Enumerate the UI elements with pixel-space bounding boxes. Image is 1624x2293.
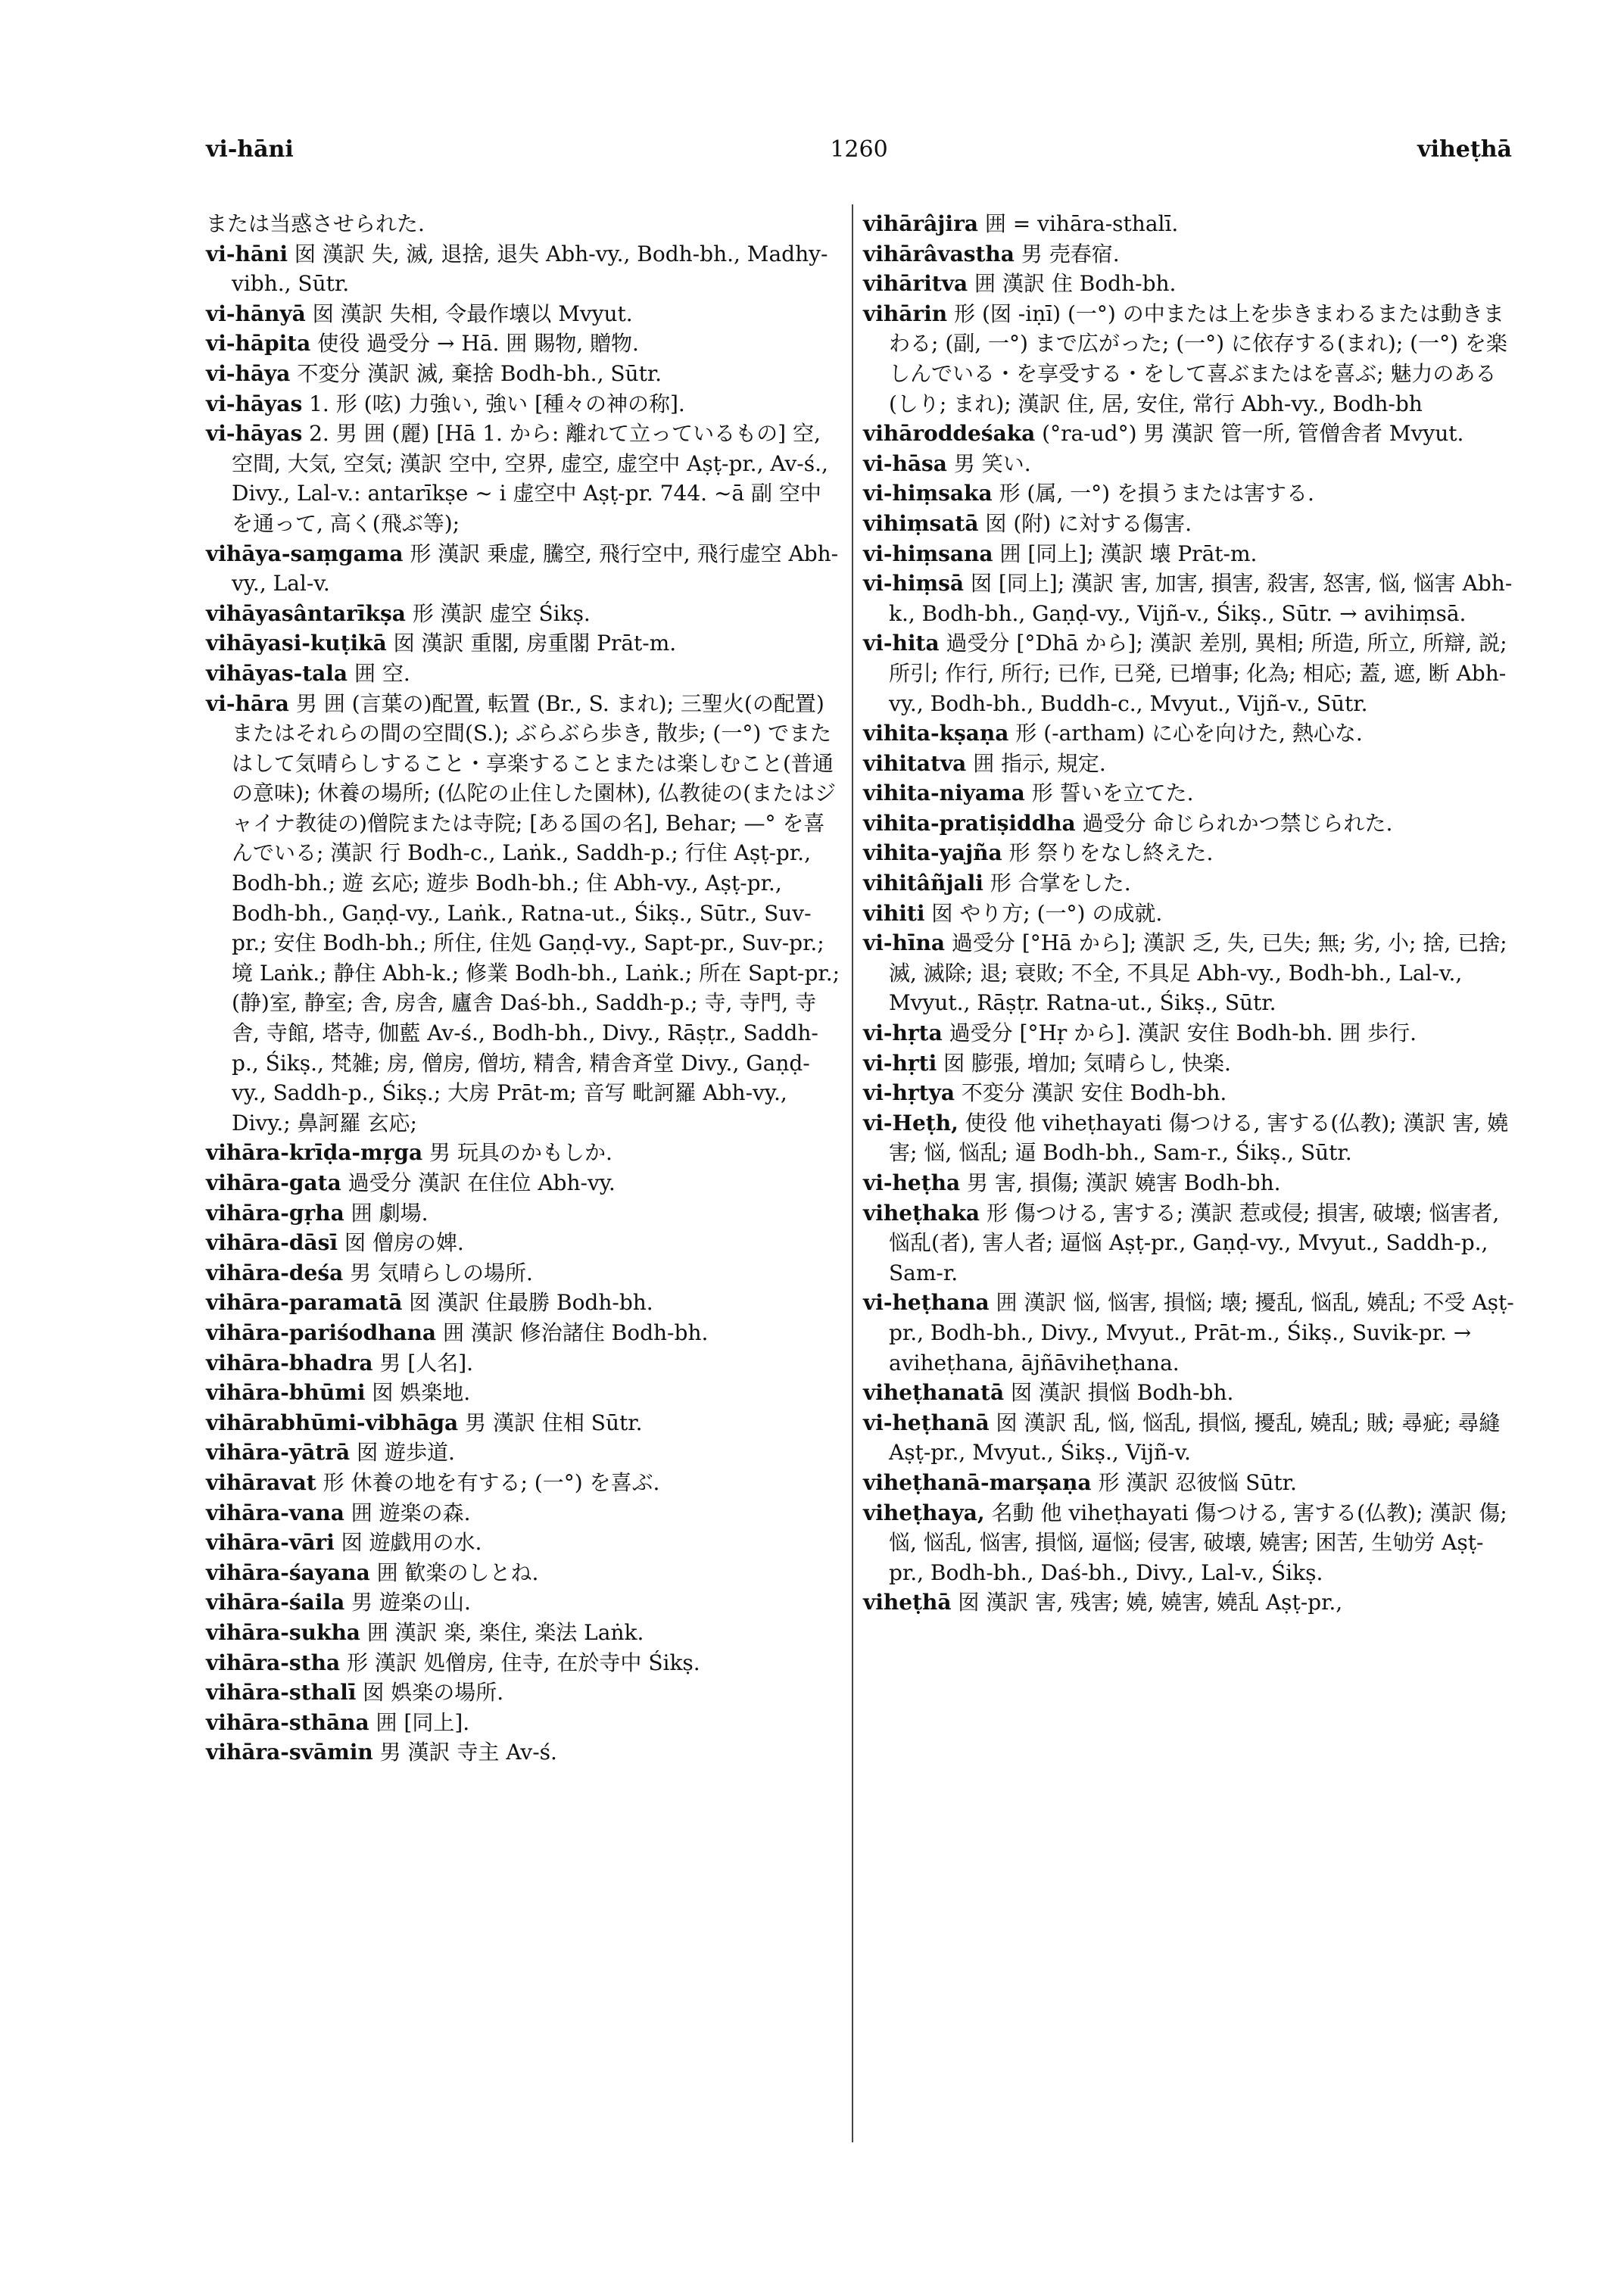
entry-definition: 形 (属, 一°) を損うまたは害する. [992, 481, 1314, 506]
entry-headword: vihāra-gata [206, 1170, 341, 1195]
header-left-guideword: vi-hāni [206, 136, 294, 163]
entry-definition: 使役 過受分 → Hā. 囲 賜物, 贈物. [310, 331, 639, 357]
entry-definition: 囡 遊戯用の水. [334, 1530, 482, 1556]
entry-definition: 男 遊楽の山. [344, 1590, 471, 1615]
dictionary-entry [863, 269, 1514, 299]
entry-definition: 過受分 命じられかつ禁じられた. [1075, 810, 1393, 836]
entry-definition: 囲 [同上]. [369, 1709, 470, 1735]
entry-headword: vihāra-stha [206, 1650, 341, 1675]
entry-definition: 囡 漢訳 乱, 悩, 悩乱, 損悩, 擾乱, 嬈乱; 賊; 尋疵; 尋縫 Aṣṭ-pr., Mvyut., Śikṣ., Vijñ-v. [889, 1410, 1501, 1466]
entry-headword: vihāra-vāri [206, 1530, 335, 1556]
entry-definition: 形 漢訳 虚空 Śikṣ. [405, 600, 591, 626]
entry-definition: 囡 漢訳 害, 残害; 嬈, 嬈害, 嬈乱 Aṣṭ-pr., [951, 1590, 1343, 1615]
dictionary-entry [206, 1438, 842, 1468]
dictionary-entry [206, 1498, 842, 1528]
entry-definition: 形 (囡 -iṇī) (一°) の中または上を歩きまわるまたは動きまわる; (副, 一°) まで広がった; (一°) に依存する(まれ); (一°) を楽しんでいる・を享受する・をして喜ぶまたはを喜ぶ; 魅力のある(しり; まれ); 漢訳 住, 居, 安住, 常行 Abh-vy., Bodh-bh [889, 301, 1507, 416]
entry-headword: vi-hāni [206, 241, 288, 266]
entry-headword: vi-Heṭh, [863, 1110, 959, 1136]
dictionary-entry [863, 718, 1514, 749]
entry-definition: または当惑させられた. [206, 211, 425, 236]
dictionary-entry [863, 509, 1514, 539]
entry-definition: 囲 [同上]; 漢訳 壊 Prāt-m. [993, 541, 1258, 566]
dictionary-entry [863, 419, 1514, 449]
entry-definition: 2. 男 囲 (麗) [Hā 1. から: 離れて立っているもの] 空, 空間, 大気, 空気; 漢訳 空中, 空界, 虚空, 虚空中 Aṣṭ-pr., Av-ś., Divy., Lal-v.: antarīkṣe ~ i 虚空中 Aṣṭ-pr. 744. ~ā 副 空中を通って, 高く(飛ぶ等); [232, 421, 828, 536]
entry-headword: vi-hāyas [206, 391, 303, 416]
entry-headword: vi-hiṃsaka [863, 481, 993, 506]
entry-headword: vi-hāyas [206, 421, 303, 447]
entry-headword: vihāroddeśaka [863, 421, 1036, 447]
page-number: 1260 [830, 136, 888, 163]
entry-headword: vi-hṛtya [863, 1080, 955, 1106]
entry-definition: 囲 劇場. [344, 1200, 429, 1226]
dictionary-entry [863, 239, 1514, 269]
entry-headword: vihāra-yātrā [206, 1440, 351, 1466]
entry-headword: vi-hāpita [206, 331, 311, 357]
entry-headword: vi-heṭhanā [863, 1410, 990, 1435]
entry-headword: vihita-niyama [863, 780, 1025, 806]
entry-definition: 使役 他 viheṭhayati 傷つける, 害する(仏教); 漢訳 害, 嬈害; 悩, 悩乱; 逼 Bodh-bh., Sam-r., Śikṣ., Sūtr. [889, 1110, 1509, 1166]
entry-headword: vihāra-sthalī [206, 1680, 357, 1706]
entry-definition: 形 漢訳 処僧房, 住寺, 在於寺中 Śikṣ. [340, 1650, 700, 1675]
entry-headword: vihāra-svāmin [206, 1740, 373, 1765]
entry-definition: 囡 娯楽地. [365, 1380, 471, 1406]
entry-headword: vihāra-vana [206, 1500, 344, 1525]
dictionary-entry [206, 1348, 842, 1379]
dictionary-entry [863, 478, 1514, 509]
entry-definition: 囡 (附) に対する傷害. [978, 510, 1192, 536]
entry-definition: 囡 漢訳 損悩 Bodh-bh. [1004, 1380, 1234, 1406]
entry-definition: 囲 空. [348, 660, 410, 686]
dictionary-entry [206, 1288, 842, 1318]
dictionary-entry [863, 1498, 1514, 1588]
entry-headword: vihāyasântarīkṣa [206, 600, 406, 626]
entry-headword: vihāra-gṛha [206, 1200, 344, 1226]
entry-definition: 囡 漢訳 住最勝 Bodh-bh. [402, 1290, 653, 1316]
entry-definition: 1. 形 (呟) 力強い, 強い [種々の神の称]. [302, 391, 685, 416]
entry-headword: viheṭhā [863, 1590, 952, 1615]
dictionary-entry [863, 1168, 1514, 1198]
entry-definition: 男 気晴らしの場所. [343, 1260, 533, 1285]
entry-headword: vihita-yajña [863, 840, 1002, 866]
dictionary-entry [206, 628, 842, 659]
entry-headword: vihita-pratiṣiddha [863, 810, 1076, 836]
dictionary-entry [863, 1018, 1514, 1048]
dictionary-entry [206, 1528, 842, 1558]
entry-headword: vihāra-deśa [206, 1260, 344, 1285]
entry-definition: 囡 漢訳 重閣, 房重閣 Prāt-m. [386, 631, 677, 656]
dictionary-entry [863, 1587, 1514, 1618]
dictionary-entry [206, 659, 842, 689]
entry-definition: 不変分 漢訳 安住 Bodh-bh. [954, 1080, 1227, 1106]
entry-headword: vihāra-śaila [206, 1590, 345, 1615]
entry-definition: 囡 膨張, 増加; 気晴らし, 快楽. [937, 1050, 1231, 1076]
entry-headword: vihāritva [863, 271, 968, 297]
entry-headword: viheṭhaka [863, 1200, 980, 1226]
entry-headword: vihiṃsatā [863, 510, 979, 536]
entry-definition: 男 漢訳 寺主 Av-ś. [372, 1740, 557, 1765]
entry-headword: vihāya-saṃgama [206, 541, 404, 566]
dictionary-entry [206, 689, 842, 1139]
entry-definition: 過受分 漢訳 在住位 Abh-vy. [341, 1170, 616, 1195]
dictionary-entry [206, 359, 842, 389]
entry-headword: vihārâjira [863, 211, 978, 236]
dictionary-entry [863, 928, 1514, 1018]
entry-headword: vihita-kṣaṇa [863, 721, 1009, 746]
entry-definition: 男 [人名]. [372, 1350, 474, 1375]
right-column [863, 209, 1514, 1618]
dictionary-entry [206, 1258, 842, 1288]
dictionary-entry [206, 299, 842, 329]
column-divider [852, 204, 853, 2142]
dictionary-entry [863, 628, 1514, 718]
entry-definition: 過受分 [°Dhā から]; 漢訳 差別, 異相; 所造, 所立, 所辯, 説; 所引; 作行, 所行; 已作, 已発, 已増事; 化為; 相応; 蓋, 遮, 断 Abh-vy., Bodh-bh., Buddh-c., Mvyut., Vijñ-v., Sūtr. [889, 631, 1507, 716]
dictionary-entry [206, 1318, 842, 1348]
dictionary-entry [863, 838, 1514, 868]
dictionary-entry [863, 1198, 1514, 1288]
page-header [206, 136, 1512, 167]
entry-definition: 形 漢訳 乗虚, 騰空, 飛行空中, 飛行虚空 Abh-vy., Lal-v. [232, 541, 839, 597]
dictionary-entry [863, 808, 1514, 839]
dictionary-entry [206, 1168, 842, 1198]
entry-headword: vi-hṛta [863, 1020, 943, 1046]
entry-headword: vihitâñjali [863, 871, 983, 896]
dictionary-entry [206, 389, 842, 419]
dictionary-entry [863, 539, 1514, 569]
dictionary-entry [206, 1408, 842, 1438]
entry-definition: 形 傷つける, 害する; 漢訳 惹或侵; 損害, 破壊; 悩害者, 悩乱(者), 害人者; 逼悩 Aṣṭ-pr., Gaṇḍ-vy., Mvyut., Saddh-p., Sam-r. [889, 1200, 1500, 1285]
entry-definition: 囡 遊歩道. [350, 1440, 455, 1466]
dictionary-entry [863, 1408, 1514, 1468]
entry-headword: vihāravat [206, 1469, 316, 1495]
entry-definition: (°ra-ud°) 男 漢訳 管一所, 管僧舎者 Mvyut. [1035, 421, 1464, 447]
entry-headword: vi-heṭhana [863, 1290, 990, 1316]
entry-headword: vi-hṛti [863, 1050, 937, 1076]
dictionary-entry [863, 749, 1514, 779]
dictionary-entry [863, 1048, 1514, 1079]
entry-definition: 形 合掌をした. [983, 871, 1131, 896]
entry-definition: 男 漢訳 住相 Sūtr. [458, 1410, 643, 1435]
dictionary-entry [206, 1228, 842, 1258]
dictionary-entry [863, 449, 1514, 479]
dictionary-entry [206, 1648, 842, 1678]
dictionary-entry [863, 868, 1514, 899]
entry-headword: viheṭhaya, [863, 1500, 985, 1525]
entry-definition: 過受分 [°Hā から]; 漢訳 乏, 失, 已失; 無; 劣, 小; 捨, 已捨; 滅, 滅除; 退; 衰敗; 不全, 不具足 Abh-vy., Bodh-bh., Lal-v., Mvyut., Rāṣṭr. Ratna-ut., Śikṣ., Sūtr. [889, 930, 1507, 1016]
entry-definition: 男 囲 (言葉の)配置, 転置 (Br., S. まれ); 三聖火(の配置) またはそれらの間の空間(S.); ぶらぶら歩き, 散歩; (一°) でまたはして気晴らしすること・享楽することまたは楽しむこと(普通の意味); 休養の場所; (仏陀の止住した園林), 仏教徒の(またはジャイナ教徒の)僧院または寺院; [ある国の名], Behar; —° を喜んでいる; 漢訳 行 Bodh-c., Laṅk., Saddh-p.; 行住 Aṣṭ-pr., Bodh-bh.; 遊 玄応; 遊歩 Bodh-bh.; 住 Abh-vy., Aṣṭ-pr., Bodh-bh., Gaṇḍ-vy., Laṅk., Ratna-ut., Śikṣ., Sūtr., Suv-pr.; 安住 Bodh-bh.; 所住, 住処 Gaṇḍ-vy., Sapt-pr., Suv-pr.; 境 Laṅk.; 静住 Abh-k.; 修業 Bodh-bh., Laṅk.; 所在 Sapt-pr.; (静)室, 静室; 舎, 房舎, 廬舎 Daś-bh., Saddh-p.; 寺, 寺門, 寺舎, 寺館, 塔寺, 伽藍 Av-ś., Bodh-bh., Divy., Rāṣṭr., Saddh-p., Śikṣ., 梵雑; 房, 僧房, 僧坊, 精舎, 精舎斉堂 Divy., Gaṇḍ-vy., Saddh-p., Śikṣ.; 大房 Prāt-m; 音写 毗訶羅 Abh-vy., Divy.; 鼻訶羅 玄応; [232, 690, 840, 1136]
dictionary-entry [863, 209, 1514, 239]
entry-definition: 囡 漢訳 失相, 令最作壊以 Mvyut. [305, 301, 633, 326]
entry-headword: vi-hita [863, 631, 940, 656]
entry-headword: vi-heṭha [863, 1170, 961, 1195]
entry-headword: vi-hāsa [863, 450, 947, 476]
entry-headword: vihāra-paramatā [206, 1290, 403, 1316]
dictionary-entry [206, 1708, 842, 1738]
left-column [206, 209, 842, 1768]
entry-definition: 形 休養の地を有する; (一°) を喜ぶ. [316, 1469, 660, 1495]
entry-headword: vihāra-śayana [206, 1559, 370, 1585]
dictionary-entry [863, 569, 1514, 628]
dictionary-entry [206, 209, 842, 239]
entry-headword: vihitatva [863, 750, 967, 776]
entry-headword: vi-hāra [206, 690, 289, 716]
entry-definition: 過受分 [°Hṛ から]. 漢訳 安住 Bodh-bh. 囲 歩行. [942, 1020, 1417, 1046]
dictionary-entry [206, 1737, 842, 1768]
entry-definition: 囲 漢訳 住 Bodh-bh. [968, 271, 1177, 297]
entry-definition: 形 祭りをなし終えた. [1002, 840, 1214, 866]
dictionary-entry [863, 1078, 1514, 1108]
entry-headword: vihāra-dāsī [206, 1230, 338, 1256]
entry-definition: 囡 漢訳 失, 滅, 退捨, 退失 Abh-vy., Bodh-bh., Madhy-vibh., Sūtr. [232, 241, 828, 297]
entry-definition: 囲 指示, 規定. [966, 750, 1106, 776]
dictionary-entry [206, 1378, 842, 1408]
dictionary-entry [863, 1108, 1514, 1168]
entry-headword: vihāyasi-kuṭikā [206, 631, 387, 656]
dictionary-entry [206, 1138, 842, 1168]
entry-definition: 名動 他 viheṭhayati 傷つける, 害する(仏教); 漢訳 傷; 悩, 悩乱, 悩害, 損悩, 逼悩; 侵害, 破壊, 嬈害; 困苦, 生劬労 Aṣṭ-pr., Bodh-bh., Daś-bh., Divy., Lal-v., Śikṣ. [889, 1500, 1507, 1585]
entry-headword: viheṭhanā-marṣaṇa [863, 1469, 1092, 1495]
dictionary-entry [206, 539, 842, 599]
entry-headword: vi-hiṃsana [863, 541, 993, 566]
entry-headword: vihāra-bhadra [206, 1350, 373, 1375]
entry-definition: 囲 漢訳 悩, 悩害, 損悩; 壊; 擾乱, 悩乱, 嬈乱; 不受 Aṣṭ-pr., Bodh-bh., Divy., Mvyut., Prāt-m., Śikṣ., Suvik-pr. → aviheṭhana, ājñāviheṭhana. [889, 1290, 1514, 1375]
dictionary-entry [863, 1468, 1514, 1498]
entry-definition: 不変分 漢訳 滅, 棄捨 Bodh-bh., Sūtr. [290, 360, 662, 386]
dictionary-entry [206, 329, 842, 359]
entry-definition: 囲 漢訳 修治諸住 Bodh-bh. [436, 1319, 709, 1345]
entry-headword: vi-hāya [206, 360, 291, 386]
header-right-guideword: viheṭhā [1417, 136, 1512, 163]
entry-headword: vihāra-bhūmi [206, 1380, 366, 1406]
dictionary-entry [863, 1378, 1514, 1408]
entry-headword: vihāra-sukha [206, 1619, 360, 1645]
entry-definition: 囡 娯楽の場所. [356, 1680, 504, 1706]
entry-headword: vihārâvastha [863, 241, 1015, 266]
entry-headword: vihārin [863, 301, 948, 326]
dictionary-entry [206, 1618, 842, 1648]
entry-definition: 囲 歓楽のしとね. [369, 1559, 539, 1585]
entry-definition: 囲 遊楽の森. [344, 1500, 471, 1525]
entry-headword: viheṭhanatā [863, 1380, 1005, 1406]
entry-definition: 形 漢訳 忍彼悩 Sūtr. [1091, 1469, 1297, 1495]
entry-headword: vihiti [863, 900, 925, 926]
dictionary-entry [863, 1288, 1514, 1378]
entry-headword: vihāra-sthāna [206, 1709, 369, 1735]
entry-definition: 囲 漢訳 楽, 楽住, 楽法 Laṅk. [360, 1619, 644, 1645]
entry-headword: vi-hiṃsā [863, 571, 965, 597]
dictionary-entry [206, 1558, 842, 1588]
dictionary-entry [863, 899, 1514, 929]
entry-definition: 囡 [同上]; 漢訳 害, 加害, 損害, 殺害, 怒害, 悩, 悩害 Abh-k., Bodh-bh., Gaṇḍ-vy., Vijñ-v., Śikṣ., Sūtr. → avihiṃsā. [889, 571, 1513, 626]
dictionary-entry [206, 1198, 842, 1229]
dictionary-entry [863, 778, 1514, 808]
dictionary-entry [206, 1587, 842, 1618]
entry-headword: vihāra-krīḍa-mṛga [206, 1140, 423, 1166]
entry-definition: 男 害, 損傷; 漢訳 嬈害 Bodh-bh. [960, 1170, 1281, 1195]
dictionary-entry [206, 1678, 842, 1708]
entry-headword: vi-hānyā [206, 301, 306, 326]
entry-headword: vi-hīna [863, 930, 946, 956]
entry-definition: 男 笑い. [946, 450, 1031, 476]
dictionary-entry [206, 239, 842, 299]
entry-definition: 男 玩具のかもしか. [422, 1140, 613, 1166]
entry-definition: 囡 やり方; (一°) の成就. [924, 900, 1163, 926]
dictionary-entry [206, 1468, 842, 1498]
entry-definition: 囡 僧房の婢. [338, 1230, 464, 1256]
entry-definition: 男 売春宿. [1014, 241, 1120, 266]
dictionary-entry [863, 299, 1514, 419]
dictionary-entry [206, 599, 842, 629]
entry-headword: vihārabhūmi-vibhāga [206, 1410, 459, 1435]
entry-definition: 囲 = vihāra-sthalī. [977, 211, 1179, 236]
entry-headword: vihāra-pariśodhana [206, 1319, 437, 1345]
entry-definition: 形 誓いを立てた. [1024, 780, 1194, 806]
entry-headword: vihāyas-tala [206, 660, 348, 686]
entry-definition: 形 (-artham) に心を向けた, 熱心な. [1008, 721, 1363, 746]
dictionary-entry [206, 419, 842, 538]
